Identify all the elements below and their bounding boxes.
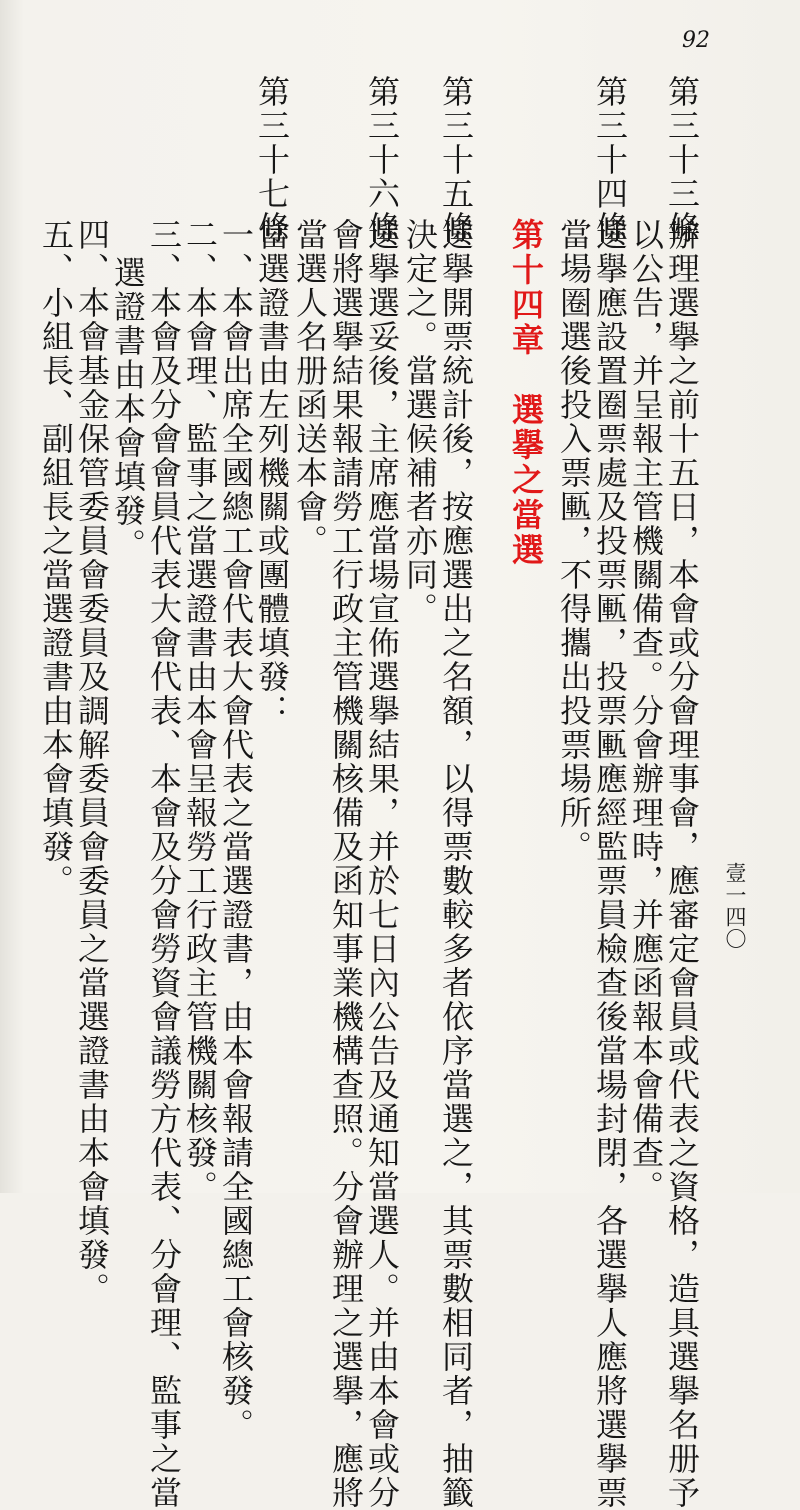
text-line: 選擧應設置圈票處及投票匭，投票匭應經監票員檢查後當場封閉，各選擧人應將選擧票	[591, 218, 629, 1510]
text-line: 當選證書由左列機關或團體填發：	[253, 218, 291, 728]
article-33-label: 第三十三條	[663, 75, 701, 245]
text-line: 辦理選擧之前十五日，本會或分會理事會，應審定會員或代表之資格，造具選擧名册予	[663, 218, 701, 1510]
text-line: 當選人名册函送本會。	[291, 218, 329, 558]
article-35-label: 第三十五條	[437, 75, 475, 245]
footer-page-code: 壹一四〇	[723, 862, 747, 950]
article-36-label: 第三十六條	[363, 75, 401, 245]
list-item-continuation: 選證書由本會填發。	[109, 256, 147, 562]
list-item: 四、本會基金保管委員會委員及調解委員會委員之當選證書由本會填發。	[73, 218, 111, 1306]
list-item: 一、本會出席全國總工會代表大會代表之當選證書，由本會報請全國總工會核發。	[217, 218, 255, 1442]
text-line: 選擧選妥後，主席應當場宣佈選擧結果，并於七日內公告及通知當選人。并由本會或分	[363, 218, 401, 1510]
text-line: 選擧開票統計後，按應選出之名額，以得票數較多者依序當選之，其票數相同者，抽籤	[437, 218, 475, 1510]
list-item: 二、本會理、監事之當選證書由本會呈報勞工行政主管機關核發。	[181, 218, 219, 1204]
text-line: 以公告，并呈報主管機關備查。分會辦理時，并應函報本會備查。	[627, 218, 665, 1204]
page-number: 92	[682, 28, 710, 53]
article-34-label: 第三十四條	[591, 75, 629, 245]
text-line: 會將選擧結果報請勞工行政主管機關核備及函知事業機構查照。分會辦理之選擧，應將	[327, 218, 365, 1510]
article-37-label: 第三十七條	[253, 75, 291, 245]
chapter-heading: 第十四章 選擧之當選	[507, 218, 545, 568]
text-line: 決定之。當選候補者亦同。	[401, 218, 439, 626]
text-line: 當場圈選後投入票匭，不得攜出投票場所。	[555, 218, 593, 864]
list-item: 三、本會及分會會員代表大會代表、本會及分會勞資會議勞方代表、分會理、監事之當	[145, 218, 183, 1510]
list-item: 五、小組長、副組長之當選證書由本會填發。	[37, 218, 75, 898]
